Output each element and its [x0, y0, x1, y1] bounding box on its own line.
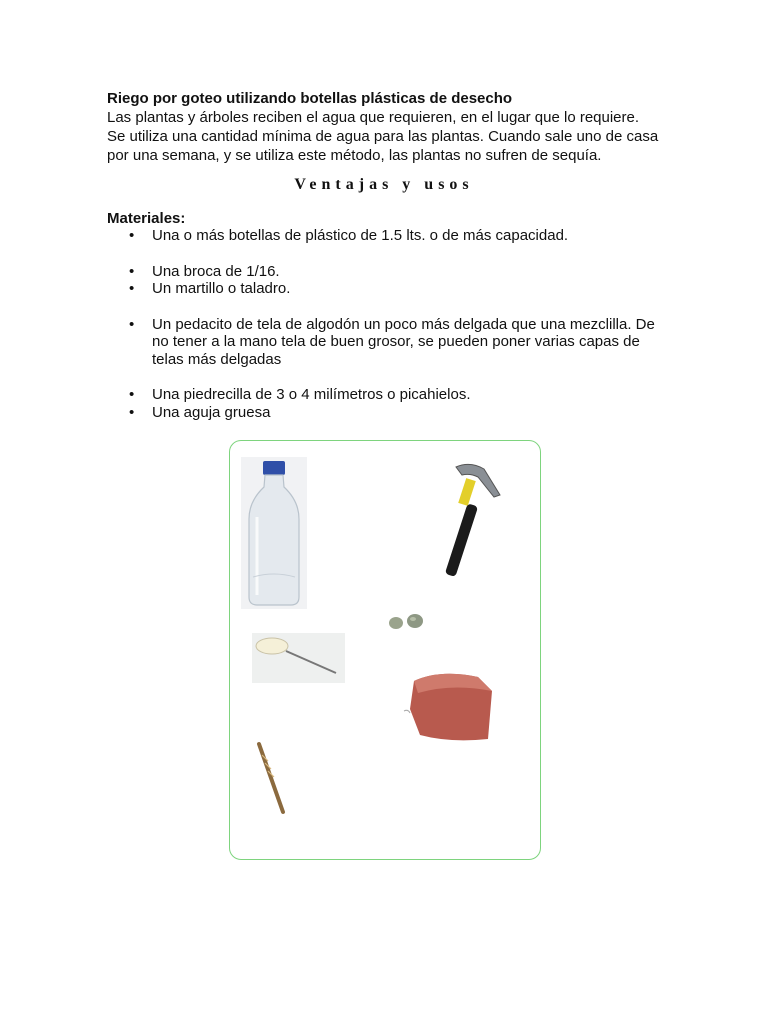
hammer-icon — [426, 461, 506, 583]
intro-line: por una semana, y se utiliza este método, las plantas no sufren de sequía. — [107, 147, 602, 164]
pebbles-icon — [386, 611, 426, 633]
intro-line: Las plantas y árboles reciben el agua que requieren, en el lugar que lo requiere. — [107, 109, 640, 126]
drill-bit-icon — [254, 741, 288, 815]
intro-line: Se utiliza una cantidad mínima de agua para las plantas. Cuando sale uno de casa — [107, 128, 659, 145]
list-item: • Un pedacito de tela de algodón un poco más delgada que una mezclilla. De no tener a la mano tela de buen grosor, se pueden poner varias capas de telas más delgadas — [107, 316, 667, 369]
list-item: • Una o más botellas de plástico de 1.5 lts. o de más capacidad. — [107, 227, 667, 245]
list-item: • Una broca de 1/16. — [107, 263, 667, 281]
document-title: Riego por goteo utilizando botellas plásticas de desecho — [107, 90, 513, 107]
plastic-bottle-icon — [241, 457, 307, 609]
list-item: • Un martillo o taladro. — [107, 280, 667, 298]
materials-label: Materiales: — [107, 210, 186, 227]
section-heading: Ventajas y usos — [294, 176, 474, 193]
list-item: • Una aguja gruesa — [107, 404, 667, 422]
cloth-icon — [400, 669, 496, 743]
list-item: • Una piedrecilla de 3 o 4 milímetros o picahielos. — [107, 386, 667, 404]
materials-list — [107, 227, 667, 421]
materials-illustration — [229, 440, 541, 860]
intro-block — [107, 89, 667, 165]
ice-pick-icon — [252, 633, 345, 683]
